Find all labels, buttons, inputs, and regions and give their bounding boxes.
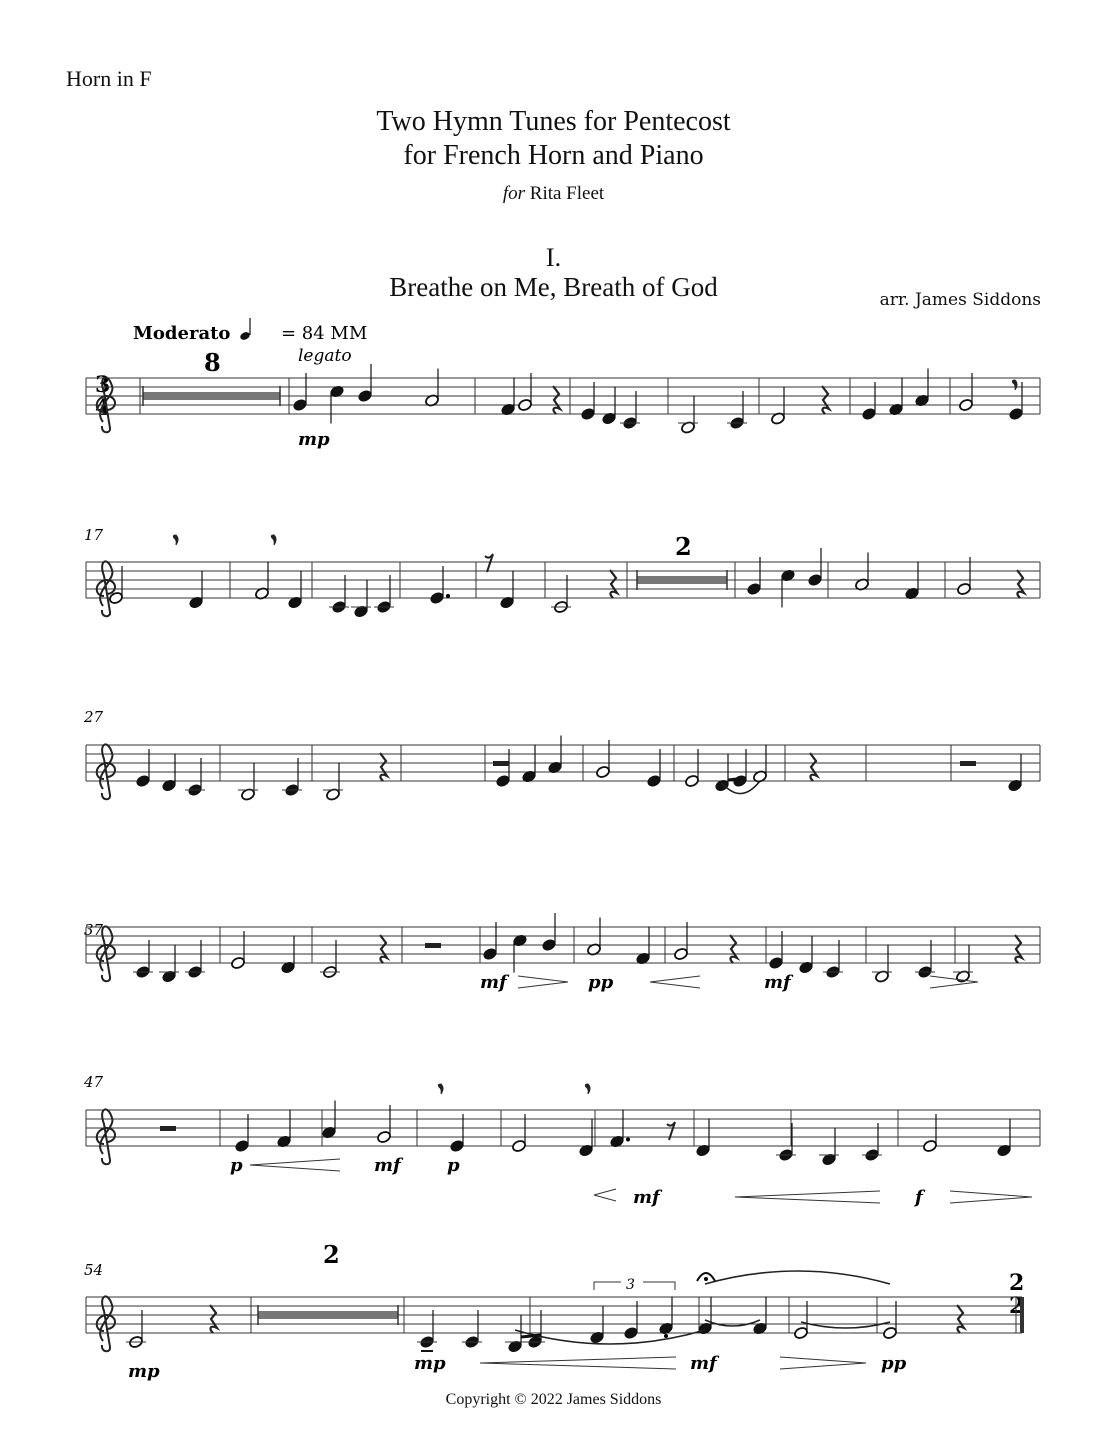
note-head [449, 1139, 464, 1153]
tempo-marking: Moderato [133, 323, 231, 344]
quarter-rest [730, 935, 737, 963]
multirest-bar [258, 1311, 398, 1319]
multirest-count: 8 [204, 348, 221, 377]
decrescendo-hairpin [930, 976, 978, 982]
decrescendo-hairpin [518, 976, 568, 982]
crescendo-hairpin [480, 1357, 676, 1363]
augmentation-dot [446, 594, 450, 598]
dedication-prefix: for [502, 183, 526, 204]
note-head [768, 956, 783, 970]
decrescendo-hairpin [950, 1191, 1032, 1197]
end-time-signature-bottom: 2 [1009, 1293, 1025, 1319]
multirest-count: 2 [675, 532, 692, 561]
note-head [234, 1139, 249, 1153]
note-head [922, 1139, 937, 1153]
note-head [793, 1326, 808, 1340]
note-head [646, 774, 661, 788]
note-head [482, 947, 497, 961]
quarter-rest [1017, 570, 1024, 598]
movement-title: Breathe on Me, Breath of God [389, 272, 718, 302]
crescendo-hairpin [250, 1165, 340, 1171]
decrescendo-hairpin [518, 982, 568, 988]
decrescendo-hairpin [930, 982, 978, 988]
dynamic-marking: mf [690, 1353, 717, 1374]
note-head [673, 947, 688, 961]
decrescendo-hairpin [780, 1357, 866, 1363]
end-time-signature-top: 2 [1009, 1270, 1025, 1296]
time-signature-bottom: 4 [95, 395, 111, 421]
dynamic-marking: p [230, 1155, 243, 1176]
expression-legato: legato [298, 346, 352, 366]
note-beam [728, 778, 746, 780]
crescendo-hairpin [250, 1159, 340, 1165]
note-head [623, 1326, 638, 1340]
decrescendo-hairpin [950, 1197, 1032, 1203]
measure-number: 17 [84, 526, 104, 544]
note-head [807, 573, 822, 587]
note-head [580, 407, 595, 421]
time-signature-top: 3 [95, 372, 111, 398]
dynamic-marking: mf [480, 972, 507, 993]
crescendo-hairpin [650, 982, 700, 988]
multirest-bar [637, 576, 727, 584]
note-head [541, 938, 556, 952]
crescendo-hairpin [480, 1363, 676, 1369]
dedication-name: Rita Fleet [529, 183, 605, 204]
dynamic-marking: pp [881, 1353, 907, 1374]
dynamic-marking: pp [588, 972, 614, 993]
dynamic-marking: mf [374, 1155, 401, 1176]
quarter-rest [810, 753, 817, 781]
title-line-2: for French Horn and Piano [403, 140, 704, 171]
quarter-rest [957, 1305, 964, 1333]
note-head [495, 774, 510, 788]
quarter-rest [1015, 935, 1022, 963]
crescendo-hairpin [650, 976, 700, 982]
crescendo-hairpin [735, 1197, 880, 1203]
metronome-note-icon [239, 331, 251, 342]
tuplet-number: 3 [626, 1277, 635, 1293]
dynamic-marking: f [915, 1187, 923, 1208]
crescendo-hairpin [594, 1195, 616, 1201]
breath-mark [173, 535, 178, 545]
eighth-rest [485, 554, 493, 572]
quarter-rest [553, 386, 560, 414]
note-head [958, 398, 973, 412]
note-head [1008, 407, 1023, 421]
note-head [429, 591, 444, 605]
whole-rest [160, 1126, 176, 1131]
dynamic-marking: p [447, 1155, 460, 1176]
breath-mark [585, 1084, 590, 1094]
measure-number: 47 [84, 1073, 104, 1091]
copyright: Copyright © 2022 James Siddons [445, 1391, 662, 1408]
dynamic-marking: mp [128, 1361, 160, 1382]
note-head [861, 407, 876, 421]
breath-mark [1012, 380, 1017, 390]
note-head [517, 398, 532, 412]
arranger: arr. James Siddons [879, 290, 1041, 310]
part-name: Horn in F [66, 66, 152, 91]
metronome-marking: = 84 MM [281, 323, 368, 344]
multirest-count: 2 [323, 1240, 340, 1269]
note-head [135, 774, 150, 788]
measure-number: 37 [84, 921, 104, 939]
crescendo-hairpin [735, 1191, 880, 1197]
measure-number: 54 [84, 1261, 104, 1279]
decrescendo-hairpin [780, 1363, 866, 1369]
note-head [956, 582, 971, 596]
crescendo-hairpin [594, 1189, 616, 1195]
augmentation-dot [626, 1138, 630, 1142]
note-head [684, 774, 699, 788]
dynamic-marking: mp [414, 1353, 446, 1374]
staff-graphics [86, 318, 1040, 1369]
note-head [292, 398, 307, 412]
breath-mark [438, 1084, 443, 1094]
breath-mark [271, 535, 276, 545]
note-head [230, 956, 245, 970]
quarter-rest [822, 386, 829, 414]
note-head [595, 765, 610, 779]
whole-rest [960, 761, 976, 766]
quarter-rest [610, 570, 617, 598]
fermata-icon [704, 1277, 708, 1281]
staccato-mark [664, 1334, 668, 1338]
note-head [746, 582, 761, 596]
note-beam [521, 1335, 541, 1337]
movement-number: I. [545, 243, 562, 272]
note-head [511, 1139, 526, 1153]
note-head [376, 1130, 391, 1144]
multirest-bar [143, 392, 280, 400]
whole-rest [493, 761, 509, 766]
note-head [732, 774, 747, 788]
dynamic-marking: mf [633, 1187, 660, 1208]
quarter-rest [380, 753, 387, 781]
note-head [357, 389, 372, 403]
slur [705, 1271, 890, 1284]
tie [705, 1320, 760, 1326]
dynamic-marking: mf [764, 972, 791, 993]
quarter-rest [380, 935, 387, 963]
note-head [882, 1326, 897, 1340]
title-line-1: Two Hymn Tunes for Pentecost [376, 106, 731, 137]
measure-number: 27 [84, 708, 104, 726]
dynamic-marking: mp [298, 429, 330, 450]
whole-rest [425, 943, 441, 948]
quarter-rest [210, 1305, 217, 1333]
